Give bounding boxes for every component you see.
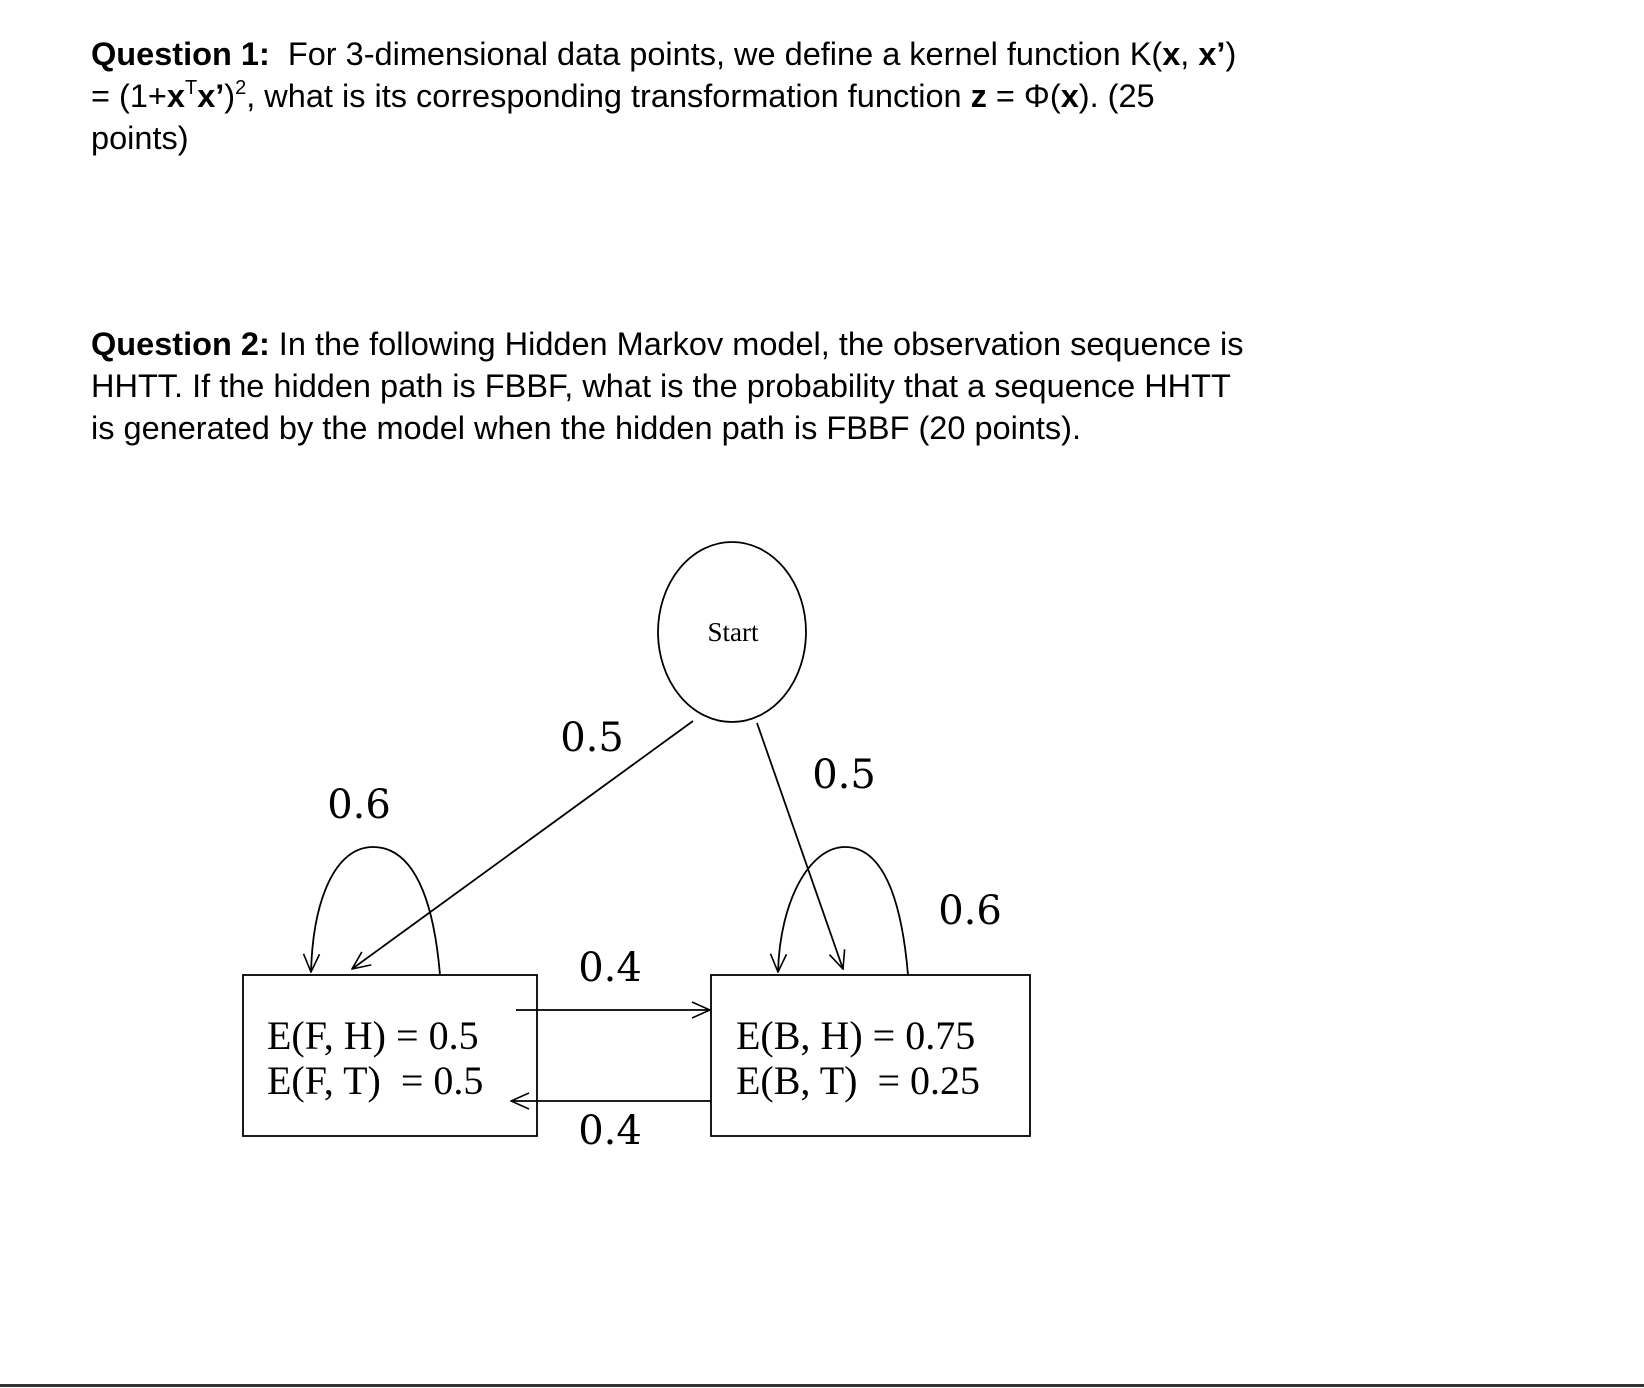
state-f-emit-h: E(F, H) = 0.5 (267, 1013, 479, 1058)
prob-start-to-b: 0.5 (812, 752, 876, 798)
square-sup: 2 (235, 77, 247, 99)
prob-f-self: 0.6 (327, 782, 391, 828)
prob-b-to-f: 0.4 (578, 1108, 642, 1154)
question-1-points: ). (25 (1078, 78, 1155, 114)
state-b-emit-h: E(B, H) = 0.75 (736, 1013, 976, 1058)
formula-open: = (1+ (91, 78, 167, 114)
question-1-text: , what is its corresponding transformation function (246, 78, 971, 114)
question-1-line-3: points) (91, 120, 189, 156)
question-2-line-3: is generated by the model when the hidden path is FBBF (20 points). (91, 410, 1082, 446)
edge-f-self-loop (311, 847, 440, 975)
question-2-line-2: HHTT. If the hidden path is FBBF, what is the probability that a sequence HHTT (91, 368, 1231, 404)
question-1-text: For 3-dimensional data points, we define a kernel function K( (269, 36, 1163, 72)
prob-f-to-b: 0.4 (578, 945, 642, 991)
page-divider (0, 1384, 1644, 1387)
edge-b-self-loop (778, 847, 908, 975)
state-b-emit-t: E(B, T) = 0.25 (736, 1058, 981, 1103)
paren: ) (1225, 36, 1237, 72)
vector-x: x (1060, 78, 1079, 114)
vector-x-prime: x’ (197, 78, 225, 114)
comma: , (1180, 36, 1199, 72)
edge-start-to-f (352, 721, 693, 969)
prob-b-self: 0.6 (938, 888, 1002, 934)
state-f-emit-t: E(F, T) = 0.5 (267, 1058, 484, 1103)
phi: = Φ( (986, 78, 1061, 114)
paren: ) (224, 78, 236, 114)
transpose-sup: T (184, 77, 198, 99)
vector-x-prime: x’ (1198, 36, 1226, 72)
prob-start-to-f: 0.5 (560, 715, 624, 761)
question-2-label: Question 2: (91, 326, 270, 362)
question-2-text: In the following Hidden Markov model, the observation sequence is (269, 326, 1244, 362)
vector-z: z (970, 78, 987, 114)
question-1-label: Question 1: (91, 36, 270, 72)
start-label: Start (707, 617, 759, 647)
vector-x: x (166, 78, 185, 114)
vector-x: x (1162, 36, 1181, 72)
